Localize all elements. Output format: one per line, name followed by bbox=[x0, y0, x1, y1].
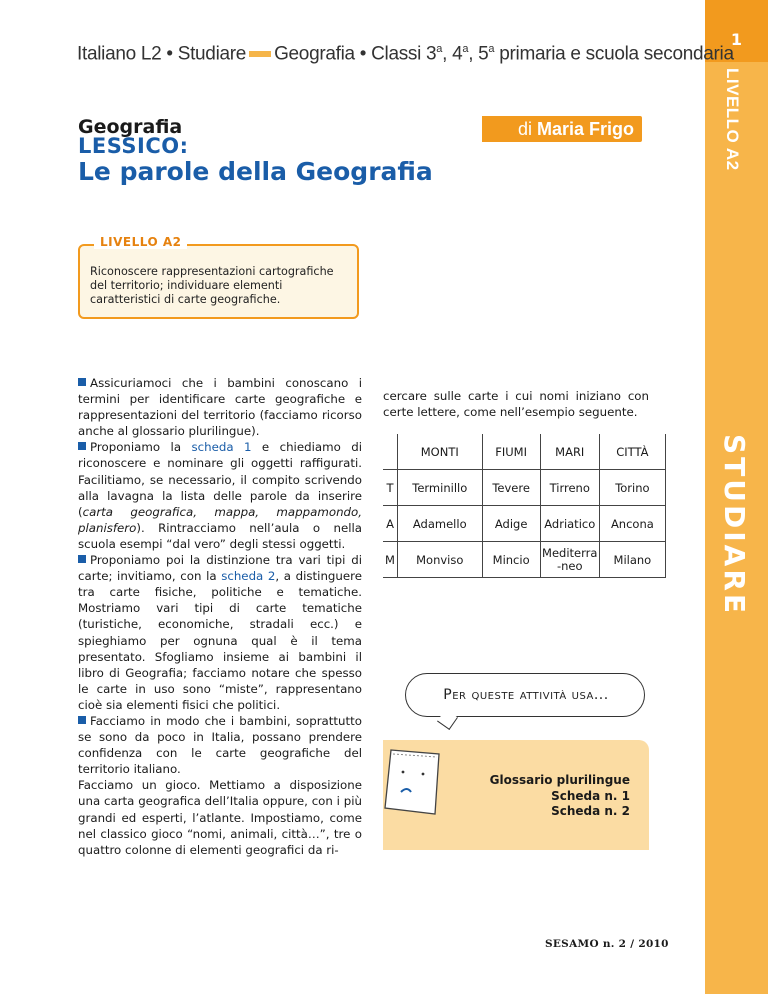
scheda-2-resource[interactable]: Scheda n. 2 bbox=[551, 804, 630, 818]
right-column-intro: cercare sulle carte i cui nomi iniziano con certe lettere, come nell’esempio seguente. bbox=[383, 389, 649, 420]
subject-title: Geografia bbox=[78, 116, 183, 138]
bullet-icon bbox=[78, 378, 86, 386]
paragraph: Assicuriamoci che i bambini conoscano i termini per identificare carte geografiche e rappresentazioni del territorio (facciamo ricorso anche al glossario plurilingue). bbox=[78, 376, 362, 439]
table-cell: Tirreno bbox=[540, 470, 599, 506]
glossary-link[interactable]: Glossario plurilingue bbox=[489, 773, 630, 787]
table-cell: Torino bbox=[599, 470, 665, 506]
footer-issue: SESAMO n. 2 / 2010 bbox=[545, 938, 669, 950]
table-cell: Tevere bbox=[482, 470, 540, 506]
table-header: MONTI bbox=[398, 434, 483, 470]
table-cell: Adige bbox=[482, 506, 540, 542]
table-cell: Monviso bbox=[398, 542, 483, 578]
header-separator bbox=[249, 51, 271, 57]
table-cell: Terminillo bbox=[398, 470, 483, 506]
table-cell: Adamello bbox=[398, 506, 483, 542]
table-header-row bbox=[383, 434, 666, 470]
row-letter: A bbox=[383, 506, 398, 542]
paragraph: Facciamo un gioco. Mettiamo a disposizione una carta geografica dell’Italia oppure, con i più grandi ed esperti, l’atlante. Impostiamo, come nel classico gioco “nomi, animali, città…”, tre o quattro colonne di elementi geografici da ri- bbox=[78, 778, 362, 857]
author-name: Maria Frigo bbox=[536, 119, 634, 139]
page-number: 1 bbox=[730, 30, 743, 49]
table-row bbox=[383, 470, 666, 506]
author-banner: di Maria Frigo bbox=[482, 116, 642, 142]
scheda-1-link[interactable]: scheda 1 bbox=[191, 440, 252, 455]
series-header: Italiano L2 • Studiare Geografia • Classi 3$^a$, 4$^a$, 5$^a$ primaria e scuola secondaria bbox=[77, 43, 734, 65]
series-label: Italiano L2 • Studiare bbox=[77, 43, 247, 65]
table-header: CITTÀ bbox=[599, 434, 665, 470]
table-cell: Mincio bbox=[482, 542, 540, 578]
bullet-icon bbox=[78, 555, 86, 563]
sidebar-level-label: LIVELLO A2 bbox=[723, 68, 742, 171]
row-letter: T bbox=[383, 470, 398, 506]
page-title: Le parole della Geografia bbox=[78, 157, 433, 186]
table-cell: Mediterra-neo bbox=[540, 542, 599, 578]
table-cell bbox=[383, 434, 398, 470]
paragraph: Facciamo in modo che i bambini, soprattutto se sono da poco in Italia, possano prendere confidenza con le carte geografiche del territorio italiano. bbox=[78, 713, 362, 777]
lexicon-title: LESSICO: bbox=[78, 134, 189, 158]
sidebar-section-label: STUDIARE bbox=[718, 434, 751, 617]
scheda-2-link[interactable]: scheda 2 bbox=[221, 569, 276, 584]
bullet-icon bbox=[78, 442, 86, 450]
bullet-icon bbox=[78, 716, 86, 724]
row-letter: M bbox=[383, 542, 398, 578]
table-header: MARI bbox=[540, 434, 599, 470]
speech-bubble-text: Per queste attività usa... bbox=[443, 687, 609, 703]
table-cell: Ancona bbox=[599, 506, 665, 542]
table-row bbox=[383, 506, 666, 542]
table-cell: Milano bbox=[599, 542, 665, 578]
subject-classes-label: Geografia • Classi 3 bbox=[274, 43, 437, 65]
level-label: LIVELLO A2 bbox=[94, 235, 187, 249]
table-header: FIUMI bbox=[482, 434, 540, 470]
notepad-icon bbox=[383, 744, 445, 816]
geography-names-table bbox=[383, 434, 666, 578]
table-cell: Adriatico bbox=[540, 506, 599, 542]
table-row bbox=[383, 542, 666, 578]
resource-list bbox=[450, 773, 630, 820]
left-column: Assicuriamoci che i bambini conoscano i termini per identificare carte geografiche e rappresentazioni del territorio (facciamo ricorso anche al glossario plurilingue). Proponiamo la scheda 1 e chiediamo di riconoscere e nominare gli oggetti raffigurati. Facilitiamo, se necessario, il compito scrivendo alla lavagna la lista delle parole da inserire (carta geografica, mappa, mappamondo, planisfero). Rintracciamo nell’aula o nella scuola esempi “dal vero” degli stessi oggetti. Proponiamo poi la distinzione tra vari tipi di carte; invitiamo, con la scheda 2, a distinguere tra carte fisiche, politiche e tematiche. Mostriamo vari tipi di carte tematiche (turistiche, economiche, stradali ecc.) e spieghiamo per ognuna qual è il tema presentato. Sfogliamo insieme ai bambini il libro di Geografia; facciamo notare che spesso le carte in uso sono “miste”, rappresentano cioè sia elementi fisici che politici. Facciamo in modo che i bambini, soprattutto se sono da poco in Italia, possano prendere confidenza con le carte geografiche del territorio italiano. Facciamo un gioco. Mettiamo a disposizione una carta geografica dell’Italia oppure, con i più grandi ed esperti, l’atlante. Impostiamo, come nel classico gioco “nomi, animali, città…”, tre o quattro colonne di elementi geografici da ri- bbox=[78, 376, 363, 857]
scheda-1-resource[interactable]: Scheda n. 1 bbox=[551, 788, 630, 803]
level-objective: Riconoscere rappresentazioni cartografiche del territorio; individuare elementi caratteristici di carte geografiche. bbox=[90, 265, 334, 306]
